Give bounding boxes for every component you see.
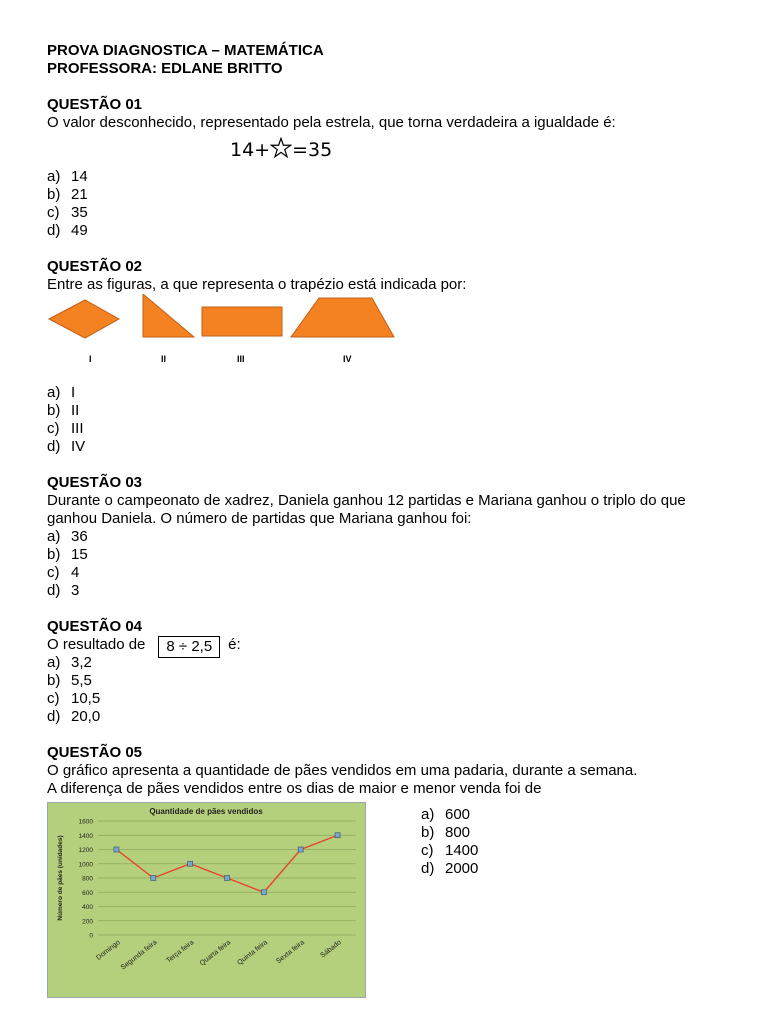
x-tick-label: Domingo xyxy=(95,939,122,962)
data-point xyxy=(261,890,266,895)
exam-page xyxy=(47,42,737,1008)
q4-text-after: é: xyxy=(228,636,241,653)
q4-text xyxy=(47,636,737,654)
trapezoid-shape xyxy=(291,298,394,337)
q2-options xyxy=(47,384,737,456)
option-b: b) 21 xyxy=(47,186,88,203)
option-a: a) I xyxy=(47,384,76,401)
q5-text-2: A diferença de pães vendidos entre os dias de maior e menor venda foi de xyxy=(47,780,542,797)
y-tick-label: 400 xyxy=(82,904,93,911)
option-c: c) 4 xyxy=(47,564,80,581)
option-d: d) 20,0 xyxy=(47,708,101,725)
figure-label-iii: III xyxy=(237,354,245,364)
q2-heading: QUESTÃO 02 xyxy=(47,258,143,275)
option-b: b) 5,5 xyxy=(47,672,92,689)
data-point xyxy=(151,876,156,881)
option-a: a) 3,2 xyxy=(47,654,92,671)
y-tick-label: 1400 xyxy=(78,832,93,840)
q5-body xyxy=(47,798,737,1008)
x-tick-label: Sábado xyxy=(319,939,343,960)
y-tick-label: 1000 xyxy=(78,861,93,869)
option-b: b) II xyxy=(47,402,80,419)
q2-text: Entre as figuras, a que representa o trapézio está indicada por: xyxy=(47,276,467,293)
q1-text: O valor desconhecido, representado pela estrela, que torna verdadeira a igualdade é: xyxy=(47,114,616,131)
q5-text-1: O gráfico apresenta a quantidade de pães vendidos em uma padaria, durante a semana. xyxy=(47,762,638,779)
option-c: c) 10,5 xyxy=(47,690,101,707)
exam-title: PROVA DIAGNOSTICA – MATEMÁTICA xyxy=(47,42,324,59)
data-point xyxy=(298,847,303,852)
q4-options xyxy=(47,654,737,726)
y-tick-label: 1600 xyxy=(78,818,93,826)
bread-sales-chart xyxy=(47,802,366,998)
option-a: a) 36 xyxy=(47,528,88,545)
equation-left: 14+ xyxy=(230,139,271,161)
q1-options xyxy=(47,168,737,240)
data-point xyxy=(335,833,340,838)
option-c: c) III xyxy=(47,420,84,437)
y-tick-label: 800 xyxy=(82,875,93,883)
q1-heading: QUESTÃO 01 xyxy=(47,96,143,113)
teacher-name: PROFESSORA: EDLANE BRITTO xyxy=(47,60,283,77)
chart-title: Quantidade de pães vendidos xyxy=(149,807,263,816)
chart-svg xyxy=(48,803,365,997)
option-b: b) 15 xyxy=(47,546,88,563)
q3-text: Durante o campeonato de xadrez, Daniela ganhou 12 partidas e Mariana ganhou o triplo do que ganhou Daniela. O número de partidas que Mariana ganhou foi: xyxy=(47,492,686,527)
equation-right: =35 xyxy=(292,139,333,161)
q5-heading: QUESTÃO 05 xyxy=(47,744,143,761)
y-axis-label: Número de pães (unidades) xyxy=(57,835,64,921)
x-tick-label: Segunda feira xyxy=(119,939,159,972)
triangle-shape xyxy=(143,294,194,337)
q1-equation xyxy=(47,132,737,168)
expression-box: 8 ÷ 2,5 xyxy=(158,636,220,658)
figure-label-i: I xyxy=(89,354,92,364)
q2-figures xyxy=(47,294,737,384)
x-tick-label: Terça feira xyxy=(165,939,196,965)
option-d: d) 2000 xyxy=(421,860,479,877)
x-tick-label: Sexta feira xyxy=(275,939,306,966)
q4-text-before: O resultado de xyxy=(47,636,146,653)
figure-label-iv: IV xyxy=(343,354,352,364)
y-tick-label: 600 xyxy=(82,889,93,897)
q3-options xyxy=(47,528,737,600)
option-c: c) 1400 xyxy=(421,842,479,859)
rhombus-shape xyxy=(49,300,119,338)
option-d: d) 3 xyxy=(47,582,80,599)
q4-heading: QUESTÃO 04 xyxy=(47,618,143,635)
data-point xyxy=(114,847,119,852)
y-tick-label: 0 xyxy=(89,932,93,940)
figure-label-ii: II xyxy=(161,354,167,364)
rectangle-shape xyxy=(202,307,282,336)
option-b: b) 800 xyxy=(421,824,471,841)
figures-svg xyxy=(47,294,407,354)
q3-heading: QUESTÃO 03 xyxy=(47,474,143,491)
star-icon xyxy=(270,137,292,159)
y-tick-label: 1200 xyxy=(78,847,93,854)
y-tick-label: 200 xyxy=(82,918,93,926)
x-tick-label: Quinta feira xyxy=(236,939,270,967)
q5-options xyxy=(421,806,478,878)
x-tick-label: Quarta feira xyxy=(198,939,233,968)
data-point xyxy=(225,876,230,881)
option-a: a) 600 xyxy=(421,806,471,823)
option-d: d) IV xyxy=(47,438,86,455)
option-a: a) 14 xyxy=(47,168,88,185)
option-d: d) 49 xyxy=(47,222,88,239)
data-point xyxy=(188,861,193,866)
option-c: c) 35 xyxy=(47,204,88,221)
